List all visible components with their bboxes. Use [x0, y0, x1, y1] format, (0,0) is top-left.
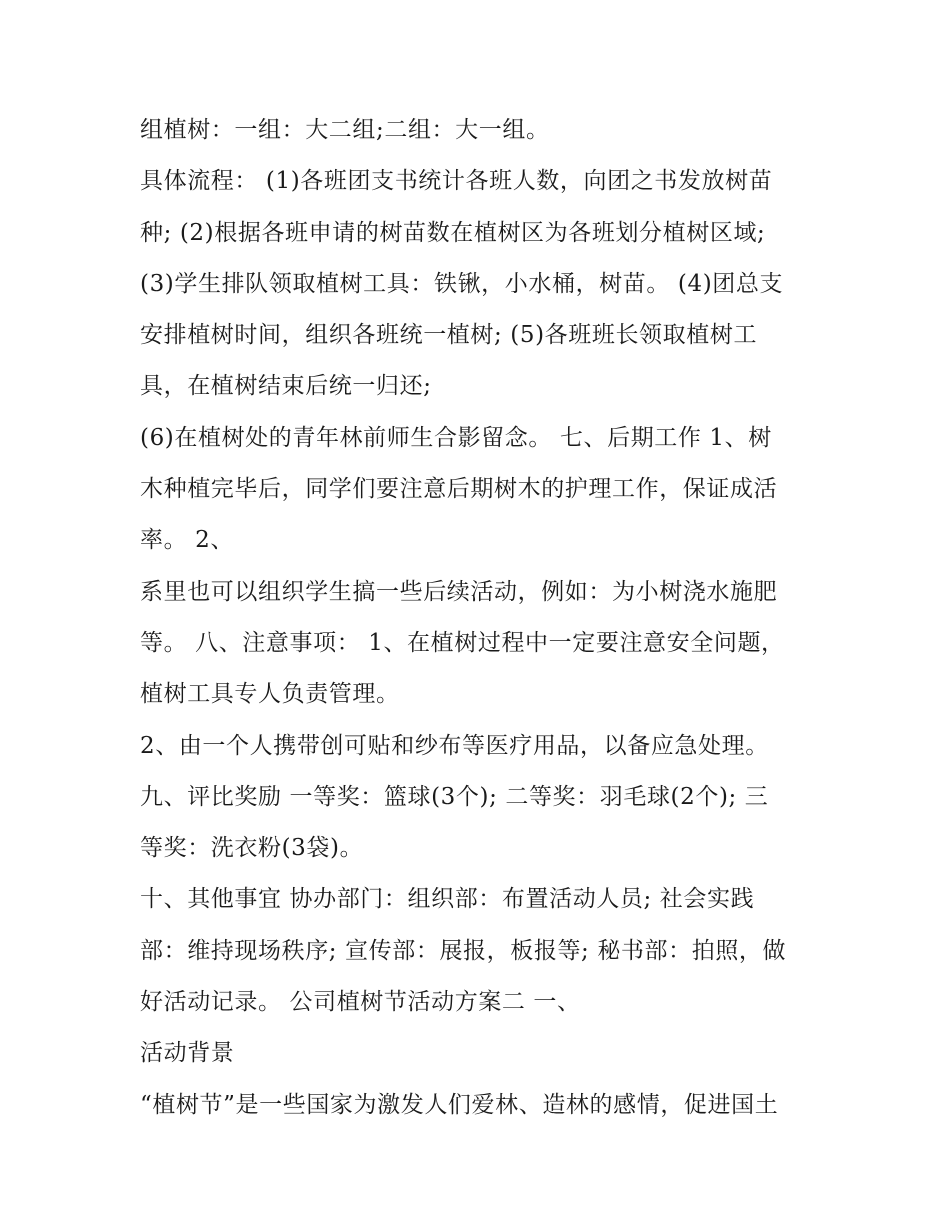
text-line: 好活动记录。 公司植树节活动方案二 一、: [140, 989, 581, 1016]
text-line: 九、评比奖励 一等奖：篮球(3个); 二等奖：羽毛球(2个); 三: [140, 783, 769, 810]
text-line: (6)在植树处的青年林前师生合影留念。 七、后期工作 1、树: [140, 424, 772, 451]
text-line: 木种植完毕后，同学们要注意后期树木的护理工作，保证成活: [140, 476, 778, 503]
text-line: (3)学生排队领取植树工具：铁锹，小水桶，树苗。 (4)团总支: [140, 270, 784, 297]
text-line: “植树节”是一些国家为激发人们爱林、造林的感情，促进国土: [140, 1091, 779, 1118]
text-line: 安排植树时间，组织各班统一植树; (5)各班班长领取植树工: [140, 322, 758, 349]
text-line: 具体流程： (1)各班团支书统计各班人数，向团之书发放树苗: [140, 168, 773, 195]
text-line: 活动背景: [140, 1040, 235, 1067]
text-line: 率。 2、: [140, 527, 234, 554]
text-line: 2、由一个人携带创可贴和纱布等医疗用品，以备应急处理。: [140, 732, 769, 759]
text-line: 十、其他事宜 协办部门：组织部：布置活动人员; 社会实践: [140, 886, 755, 913]
text-line: 系里也可以组织学生搞一些后续活动，例如：为小树浇水施肥: [140, 578, 778, 605]
text-line: 植树工具专人负责管理。: [140, 681, 400, 708]
text-line: 等奖：洗衣粉(3袋)。: [140, 835, 364, 862]
document-body: [140, 108, 820, 1134]
text-line: 组植树：一组：大二组;二组：大一组。: [140, 117, 550, 143]
text-line: 种; (2)根据各班申请的树苗数在植树区为各班划分植树区域;: [140, 219, 766, 246]
text-line: 具，在植树结束后统一归还;: [140, 373, 432, 400]
text-line: 等。 八、注意事项： 1、在植树过程中一定要注意安全问题，: [140, 629, 785, 656]
text-line: 部：维持现场秩序; 宣传部：展报，板报等; 秘书部：拍照，做: [140, 937, 787, 964]
